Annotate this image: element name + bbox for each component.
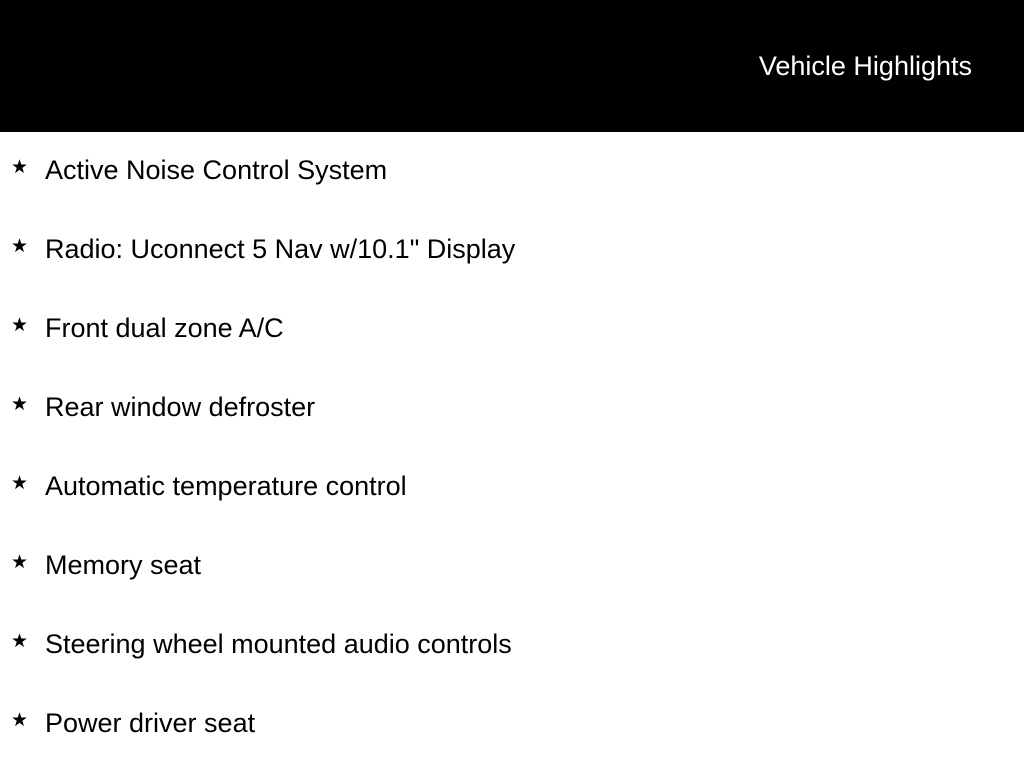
highlight-label: Memory seat (45, 550, 202, 580)
list-item (0, 369, 1024, 448)
list-item (0, 527, 1024, 606)
list-item (0, 448, 1024, 527)
star-icon: ★ (11, 552, 29, 573)
list-item (0, 211, 1024, 290)
list-item (0, 132, 1024, 211)
header-bar (0, 0, 1024, 132)
list-item (0, 290, 1024, 369)
highlight-label: Rear window defroster (45, 392, 316, 422)
highlight-label: Front dual zone A/C (45, 313, 284, 343)
highlight-label: Active Noise Control System (45, 155, 388, 185)
highlight-label: Steering wheel mounted audio controls (45, 629, 512, 659)
highlight-label: Radio: Uconnect 5 Nav w/10.1" Display (45, 234, 516, 264)
highlight-label: Power driver seat (45, 708, 256, 738)
star-icon: ★ (11, 631, 29, 652)
star-icon: ★ (11, 394, 29, 415)
page-title: Vehicle Highlights (758, 51, 972, 81)
list-item (0, 685, 1024, 764)
list-item (0, 606, 1024, 685)
highlight-label: Automatic temperature control (45, 471, 407, 501)
star-icon: ★ (11, 157, 29, 178)
star-icon: ★ (11, 315, 29, 336)
star-icon: ★ (11, 710, 29, 731)
star-icon: ★ (11, 236, 29, 257)
star-icon: ★ (11, 473, 29, 494)
highlights-list (0, 132, 1024, 764)
